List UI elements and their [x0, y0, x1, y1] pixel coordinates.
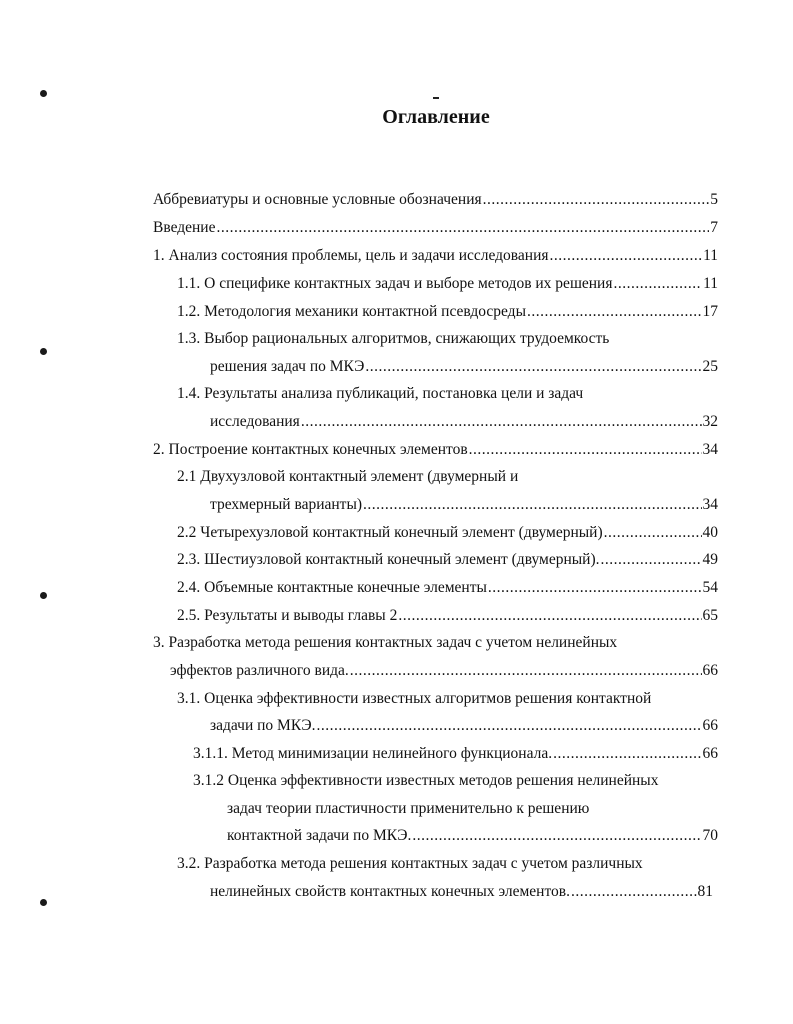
toc-entry-section-2-4	[177, 578, 718, 598]
toc-entry-section-3-1-2-line1: 3.1.2 Оценка эффективности известных методов решения нелинейных	[193, 772, 659, 789]
toc-page-number: 17	[702, 303, 718, 320]
scan-dash-mark	[433, 97, 439, 99]
toc-entry-label: 1.2. Методология механики контактной псевдосреды	[177, 303, 526, 320]
toc-entry-section-1-1	[177, 274, 718, 294]
toc-entry-section-3-1-2	[227, 826, 718, 846]
toc-leader-dots	[571, 882, 697, 902]
toc-entry-label: 2.4. Объемные контактные конечные элементы	[177, 579, 487, 596]
toc-page-number: 54	[702, 579, 718, 596]
toc-entry-label: трехмерный варианты)	[210, 496, 363, 513]
scan-punch-mark	[40, 899, 47, 906]
toc-leader-dots	[363, 495, 701, 515]
toc-entry-label: 2. Построение контактных конечных элементов	[153, 441, 468, 458]
toc-entry-section-1-3-line1: 1.3. Выбор рациональных алгоритмов, снижающих трудоемкость	[177, 330, 610, 347]
toc-page-number: 34	[702, 441, 718, 458]
toc-leader-dots	[365, 357, 701, 377]
toc-entry-chapter-3-line1: 3. Разработка метода решения контактных задач с учетом нелинейных	[153, 634, 618, 651]
toc-entry-section-1-4-line1: 1.4. Результаты анализа публикаций, постановка цели и задач	[177, 385, 584, 402]
toc-entry-section-1-3	[210, 357, 718, 377]
toc-page-number: 40	[702, 524, 718, 541]
toc-entry-label: 1.1. О специфике контактных задач и выборе методов их решения	[177, 275, 613, 292]
toc-page-number: 34	[702, 496, 718, 513]
toc-page-number: 70	[702, 827, 718, 844]
toc-entry-label: 2.5. Результаты и выводы главы 2	[177, 607, 398, 624]
scan-punch-mark	[40, 90, 47, 97]
toc-leader-dots	[216, 218, 709, 238]
toc-entry-section-2-1-line1: 2.1 Двухузловой контактный элемент (двумерный и	[177, 468, 519, 485]
toc-page-number: 11	[703, 247, 718, 264]
toc-leader-dots	[550, 246, 703, 266]
toc-entry-section-3-1-line1: 3.1. Оценка эффективности известных алгоритмов решения контактной	[177, 690, 652, 707]
toc-page-number: 7	[710, 219, 718, 236]
page-title: Оглавление	[382, 106, 490, 128]
toc-entry-section-3-2-line1: 3.2. Разработка метода решения контактных задач с учетом различных	[177, 855, 643, 872]
toc-entry-section-2-5	[177, 606, 718, 626]
toc-entry-introduction	[153, 218, 718, 238]
toc-leader-dots	[412, 826, 701, 846]
scan-punch-mark	[40, 592, 47, 599]
toc-page-number: 66	[702, 662, 718, 679]
toc-leader-dots	[604, 523, 702, 543]
toc-entry-label: 2.2 Четырехузловой контактный конечный элемент (двумерный)	[177, 524, 603, 541]
toc-entry-section-3-1-2-line2: задач теории пластичности применительно к решению	[227, 800, 590, 817]
toc-page-number: 66	[702, 717, 718, 734]
toc-entry-label: Аббревиатуры и основные условные обозначения	[153, 191, 482, 208]
toc-page-number: 5	[710, 191, 718, 208]
toc-entry-section-2-2	[177, 523, 718, 543]
toc-leader-dots	[398, 606, 701, 626]
toc-leader-dots	[469, 440, 702, 460]
toc-page-number: 65	[702, 607, 718, 624]
toc-entry-label: задачи по МКЭ.	[210, 717, 316, 734]
toc-leader-dots	[553, 744, 701, 764]
toc-entry-section-1-2	[177, 302, 718, 322]
toc-leader-dots	[613, 274, 702, 294]
toc-leader-dots	[527, 302, 702, 322]
toc-entry-label: нелинейных свойств контактных конечных элементов.	[210, 883, 570, 900]
toc-entry-chapter-3	[170, 661, 718, 681]
toc-leader-dots	[316, 716, 701, 736]
toc-entry-label: Введение	[153, 219, 216, 236]
toc-page-number: 49	[702, 551, 718, 568]
toc-entry-section-2-3	[177, 550, 718, 570]
toc-entry-section-3-1	[210, 716, 718, 736]
toc-entry-section-3-1-1	[193, 744, 718, 764]
toc-leader-dots	[350, 661, 702, 681]
toc-entry-label: решения задач по МКЭ	[210, 358, 365, 375]
toc-page-number: 32	[702, 413, 718, 430]
toc-entry-label: 1. Анализ состояния проблемы, цель и задачи исследования	[153, 247, 549, 264]
toc-page-number: 66	[702, 745, 718, 762]
toc-entry-label: исследования	[210, 413, 300, 430]
toc-entry-label: 2.3. Шестиузловой контактный конечный элемент (двумерный).	[177, 551, 600, 568]
toc-entry-section-3-2	[210, 882, 713, 902]
toc-entry-label: эффектов различного вида.	[170, 662, 349, 679]
toc-leader-dots	[488, 578, 702, 598]
toc-page-number: 25	[702, 358, 718, 375]
toc-entry-section-1-4	[210, 412, 718, 432]
toc-entry-chapter-2	[153, 440, 718, 460]
toc-entry-label: контактной задачи по МКЭ.	[227, 827, 412, 844]
toc-entry-section-2-1	[210, 495, 718, 515]
toc-entry-chapter-1	[153, 246, 718, 266]
toc-entry-abbreviations	[153, 190, 718, 210]
toc-page-number: 11	[703, 275, 718, 292]
toc-leader-dots	[601, 550, 702, 570]
toc-leader-dots	[301, 412, 702, 432]
toc-leader-dots	[483, 190, 710, 210]
toc-entry-label: 3.1.1. Метод минимизации нелинейного функционала.	[193, 745, 553, 762]
scan-punch-mark	[40, 348, 47, 355]
toc-page-number: 81	[697, 883, 713, 900]
